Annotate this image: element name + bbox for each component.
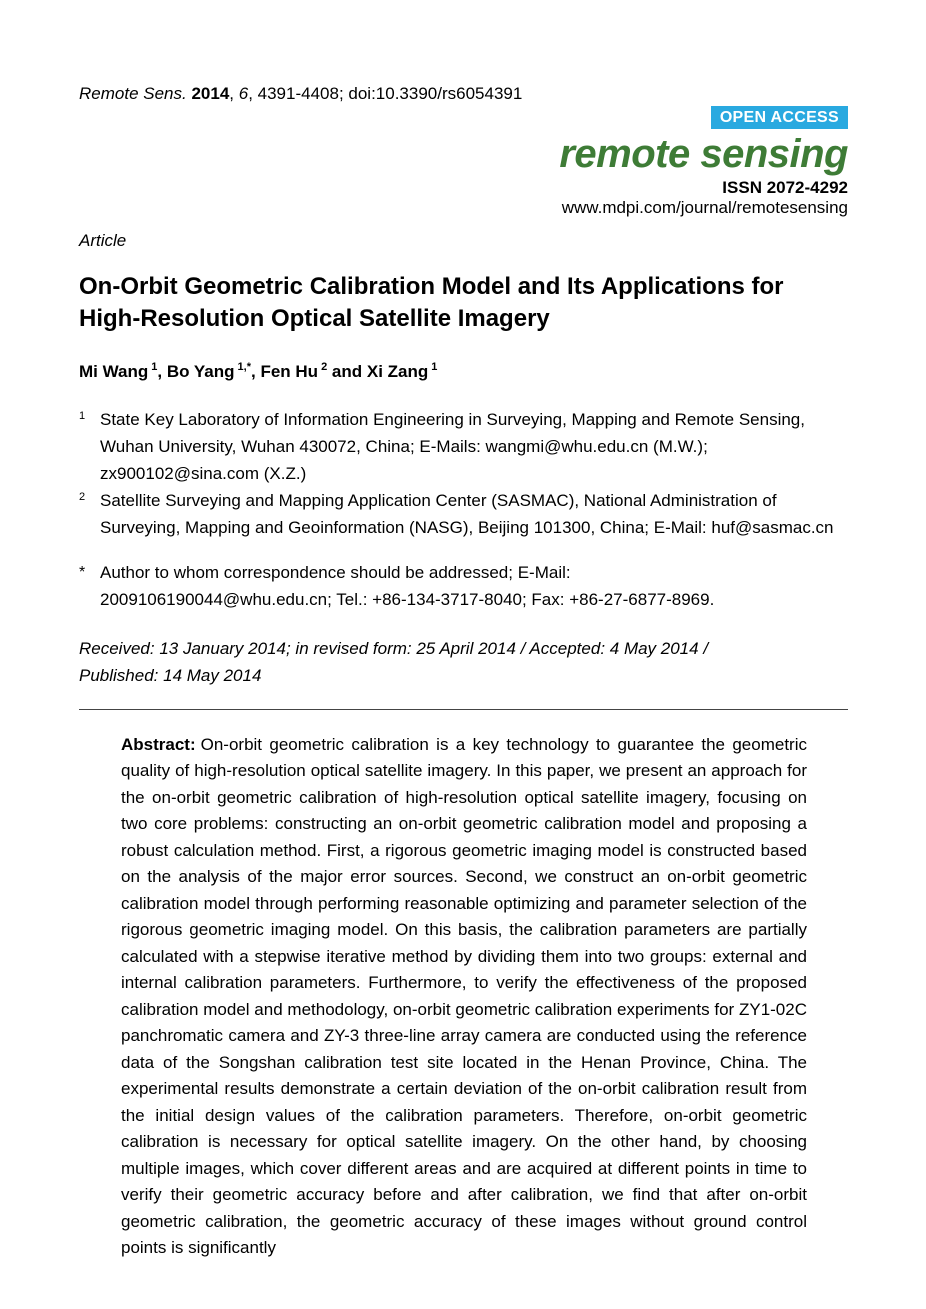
- open-access-badge: OPEN ACCESS: [711, 106, 848, 129]
- affiliation-item: [79, 406, 848, 487]
- author-affiliation-sup: 1: [151, 361, 158, 373]
- correspondence-note: [79, 559, 848, 613]
- journal-citation: [79, 84, 848, 104]
- author-line: [79, 355, 848, 384]
- citation-year: 2014: [191, 84, 230, 103]
- affiliation-marker: 2: [79, 490, 86, 503]
- issn-number: ISSN 2072-4292: [722, 178, 848, 197]
- correspondence-marker: *: [79, 563, 86, 581]
- journal-logo: remote sensing: [559, 132, 848, 176]
- abstract-text: On-orbit geometric calibration is a key technology to guarantee the geometric quality of high-resolution optical satellite imagery. In this paper, we present an approach for the on-orbit geometric calibration of high-resolution optical satellite imagery, focusing on two core problems: constructing an on-orbit geometric calibration model and proposing a robust calculation method. First, a rigorous geometric imaging model is constructed based on the analysis of the major error sources. Second, we construct an on-orbit geometric calibration model through performing reasonable optimizing and parameter selection of the rigorous geometric imaging model. On this basis, the calibration parameters are partially calculated with a stepwise iterative method by dividing them into two groups: external and internal calibration parameters. Furthermore, to verify the effectiveness of the proposed calibration model and methodology, on-orbit geometric calibration experiments for ZY1-02C panchromatic camera and ZY-3 three-line array camera are conducted using the reference data of the Songshan calibration test site located in the Henan Province, China. The experimental results demonstrate a certain deviation of the on-orbit calibration result from the initial design values of the calibration parameters. Therefore, on-orbit geometric calibration is necessary for optical satellite imagery. On the other hand, by choosing multiple images, which cover different areas and are acquired at different points in time to verify their geometric accuracy before and after calibration, we find that after on-orbit geometric calibration, the geometric accuracy of these images without ground control points is significantly: [121, 734, 807, 1258]
- author-affiliation-sup: 2: [321, 361, 328, 373]
- affiliation-list: [79, 406, 848, 541]
- open-access-row: [79, 106, 848, 129]
- citation-tail: , 4391-4408; doi:10.3390/rs6054391: [248, 84, 523, 103]
- author: Mi Wang $^1$,: [79, 361, 167, 381]
- author: Bo Yang $^{1,*}$,: [166, 361, 261, 381]
- affiliation-text: Satellite Surveying and Mapping Application Center (SASMAC), National Administration of Surveying, Mapping and Geoinformation (NASG), Beijing 101300, China; E-Mail: huf@sasmac.cn: [100, 490, 834, 537]
- publication-dates: Received: 13 January 2014; in revised form: 25 April 2014 / Accepted: 4 May 2014 / Published: 14 May 2014: [79, 638, 709, 685]
- author: Fen Hu $^2$ and: [260, 361, 367, 381]
- paper-title: On-Orbit Geometric Calibration Model and Its Applications for High-Resolution Optical Satellite Imagery: [79, 273, 784, 332]
- article-type-label: Article: [79, 231, 127, 250]
- journal-website: www.mdpi.com/journal/remotesensing: [561, 198, 848, 217]
- author-affiliation-sup: 1,*: [237, 361, 251, 373]
- masthead: [79, 106, 848, 218]
- citation-sep: ,: [229, 84, 239, 103]
- affiliation-item: [79, 487, 848, 541]
- abstract-label: Abstract:: [121, 734, 196, 754]
- abstract-paragraph: [121, 732, 807, 1262]
- section-divider: [79, 709, 848, 710]
- affiliation-text: State Key Laboratory of Information Engineering in Surveying, Mapping and Remote Sensing, Wuhan University, Wuhan 430072, China; E-Mails: wangmi@whu.edu.cn (M.W.); zx900102@sina.com (X.Z.): [100, 409, 805, 483]
- citation-volume: 6: [238, 84, 249, 103]
- correspondence-text: Author to whom correspondence should be addressed; E-Mail: 2009106190044@whu.edu.cn; Tel.: +86-134-3717-8040; Fax: +86-27-6877-8969.: [100, 562, 715, 609]
- author: Xi Zang $^1$: [366, 361, 438, 381]
- author-affiliation-sup: 1: [431, 361, 438, 373]
- affiliation-marker: 1: [79, 409, 86, 422]
- citation-journal: Remote Sens.: [79, 84, 192, 103]
